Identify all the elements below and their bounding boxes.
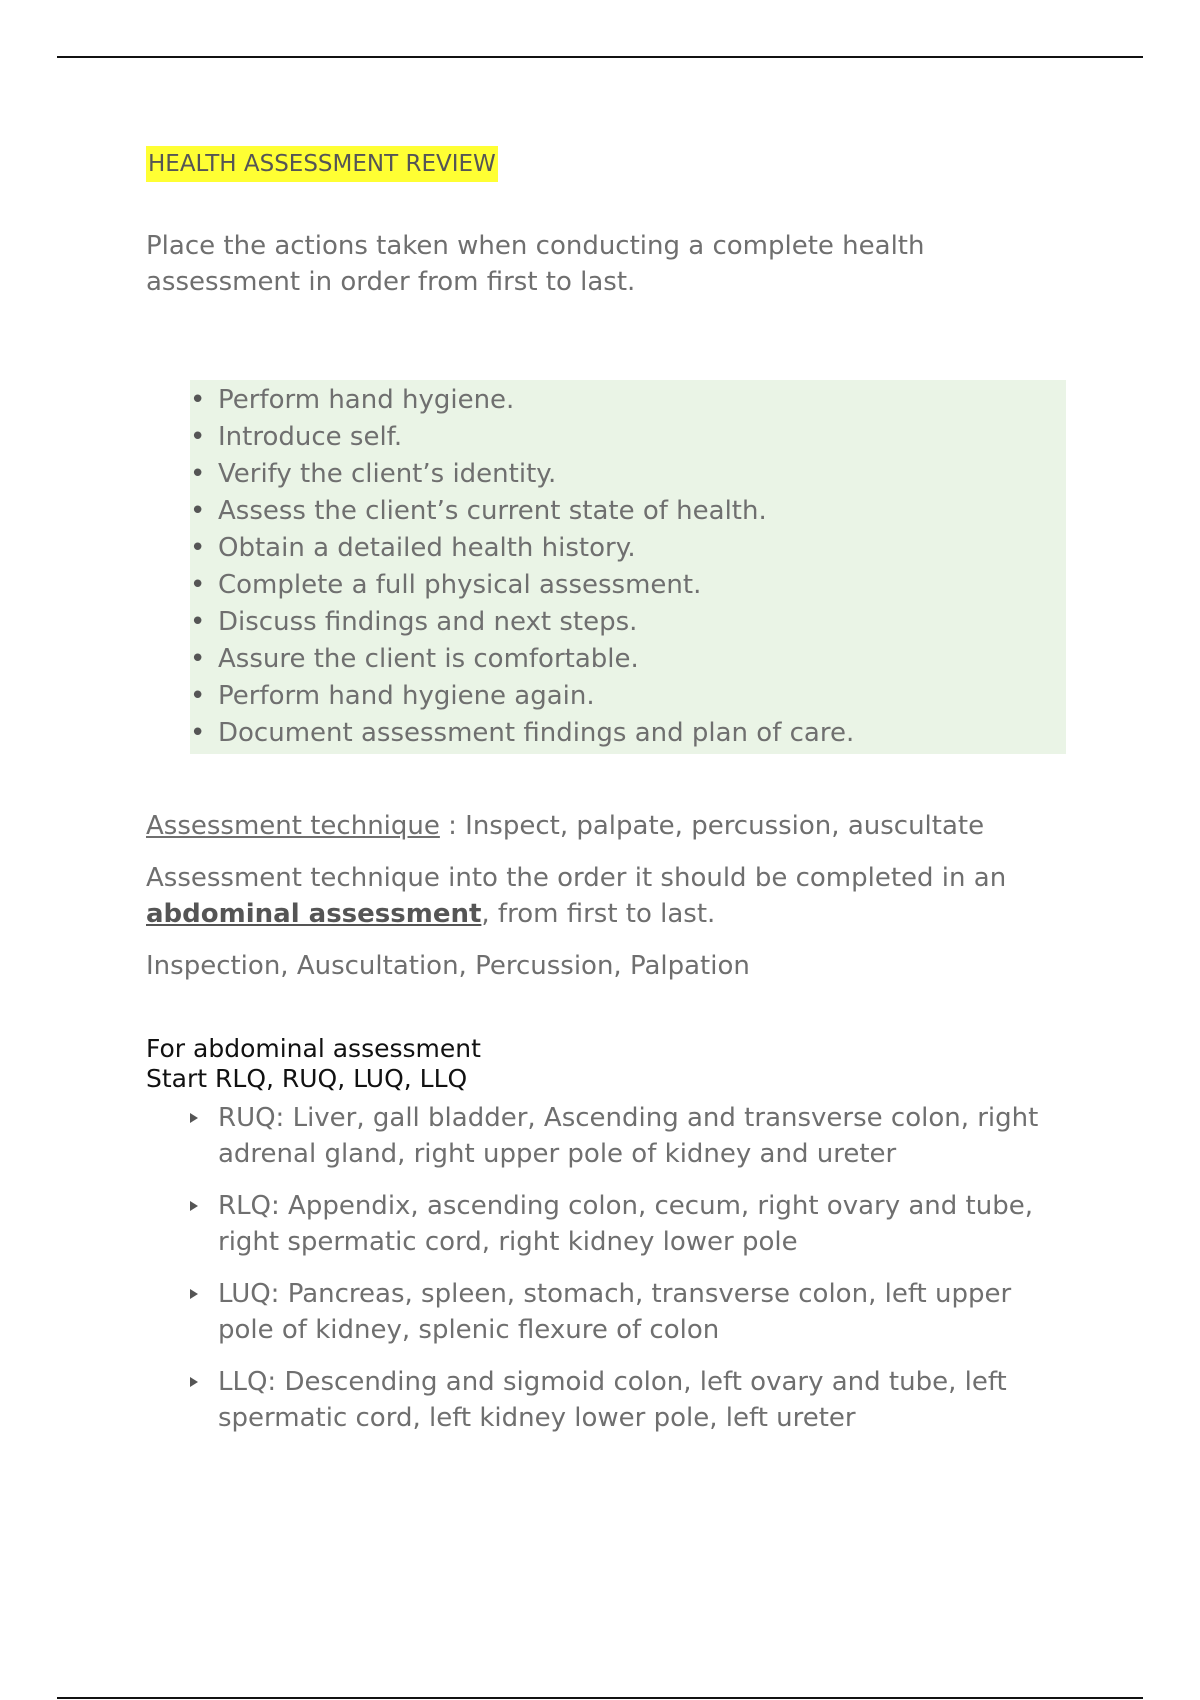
bullet-dot-icon: •	[190, 681, 206, 711]
step-item	[190, 715, 1066, 752]
document-body	[146, 146, 1086, 1452]
abdominal-heading: For abdominal assessment	[146, 1034, 481, 1063]
quadrant-item	[190, 1100, 1066, 1172]
intro-question: Place the actions taken when conducting a complete health assessment in order from first to last.	[146, 231, 925, 297]
order-question-before: Assessment technique into the order it should be completed in an	[146, 863, 1007, 893]
order-question-bold: abdominal assessment	[146, 899, 482, 929]
triangle-right-icon	[190, 1113, 198, 1123]
quadrant-item	[190, 1188, 1066, 1260]
quadrant-list	[190, 1100, 1066, 1436]
bullet-dot-icon: •	[190, 607, 206, 637]
step-text: Perform hand hygiene.	[218, 385, 515, 415]
bullet-dot-icon: •	[190, 644, 206, 674]
quadrant-item	[190, 1276, 1066, 1348]
title-line	[146, 146, 1086, 182]
technique-text: : Inspect, palpate, percussion, auscultate	[439, 811, 985, 841]
step-text: Assure the client is comfortable.	[218, 644, 639, 674]
abdominal-start-order: Start RLQ, RUQ, LUQ, LLQ	[146, 1064, 468, 1093]
step-text: Verify the client’s identity.	[218, 459, 557, 489]
steps-list	[190, 382, 1066, 752]
bullet-dot-icon: •	[190, 718, 206, 748]
step-item	[190, 419, 1066, 456]
step-item	[190, 567, 1066, 604]
step-item	[190, 493, 1066, 530]
document-title: HEALTH ASSESSMENT REVIEW	[146, 146, 498, 182]
triangle-right-icon	[190, 1201, 198, 1211]
order-question	[146, 860, 1086, 932]
triangle-right-icon	[190, 1377, 198, 1387]
step-text: Complete a full physical assessment.	[218, 570, 702, 600]
quadrant-text: RUQ: Liver, gall bladder, Ascending and transverse colon, right adrenal gland, right upper pole of kidney and ureter	[218, 1103, 1039, 1169]
step-item	[190, 641, 1066, 678]
bullet-dot-icon: •	[190, 459, 206, 489]
bullet-dot-icon: •	[190, 385, 206, 415]
order-question-after: , from first to last.	[481, 899, 716, 929]
step-text: Perform hand hygiene again.	[218, 681, 595, 711]
bullet-dot-icon: •	[190, 422, 206, 452]
step-text: Obtain a detailed health history.	[218, 533, 636, 563]
step-text: Discuss findings and next steps.	[218, 607, 638, 637]
technique-line	[146, 808, 1086, 844]
step-item	[190, 678, 1066, 715]
step-item	[190, 604, 1066, 641]
abdominal-heading-block	[146, 1034, 1086, 1094]
bottom-rule	[57, 1697, 1143, 1699]
quadrant-item	[190, 1364, 1066, 1436]
order-answer: Inspection, Auscultation, Percussion, Palpation	[146, 951, 750, 981]
bullet-dot-icon: •	[190, 533, 206, 563]
step-text: Document assessment findings and plan of care.	[218, 718, 855, 748]
bullet-dot-icon: •	[190, 496, 206, 526]
step-item	[190, 382, 1066, 419]
bullet-dot-icon: •	[190, 570, 206, 600]
quadrant-text: LLQ: Descending and sigmoid colon, left ovary and tube, left spermatic cord, left kidney lower pole, left ureter	[218, 1367, 1007, 1433]
step-item	[190, 456, 1066, 493]
quadrant-text: LUQ: Pancreas, spleen, stomach, transverse colon, left upper pole of kidney, splenic flexure of colon	[218, 1279, 1012, 1345]
step-item	[190, 530, 1066, 567]
quadrant-text: RLQ: Appendix, ascending colon, cecum, right ovary and tube, right spermatic cord, right kidney lower pole	[218, 1191, 1033, 1257]
steps-highlight-box	[190, 380, 1066, 754]
technique-label: Assessment technique	[146, 811, 440, 841]
step-text: Introduce self.	[218, 422, 403, 452]
step-text: Assess the client’s current state of health.	[218, 496, 767, 526]
triangle-right-icon	[190, 1289, 198, 1299]
top-rule	[57, 56, 1143, 58]
